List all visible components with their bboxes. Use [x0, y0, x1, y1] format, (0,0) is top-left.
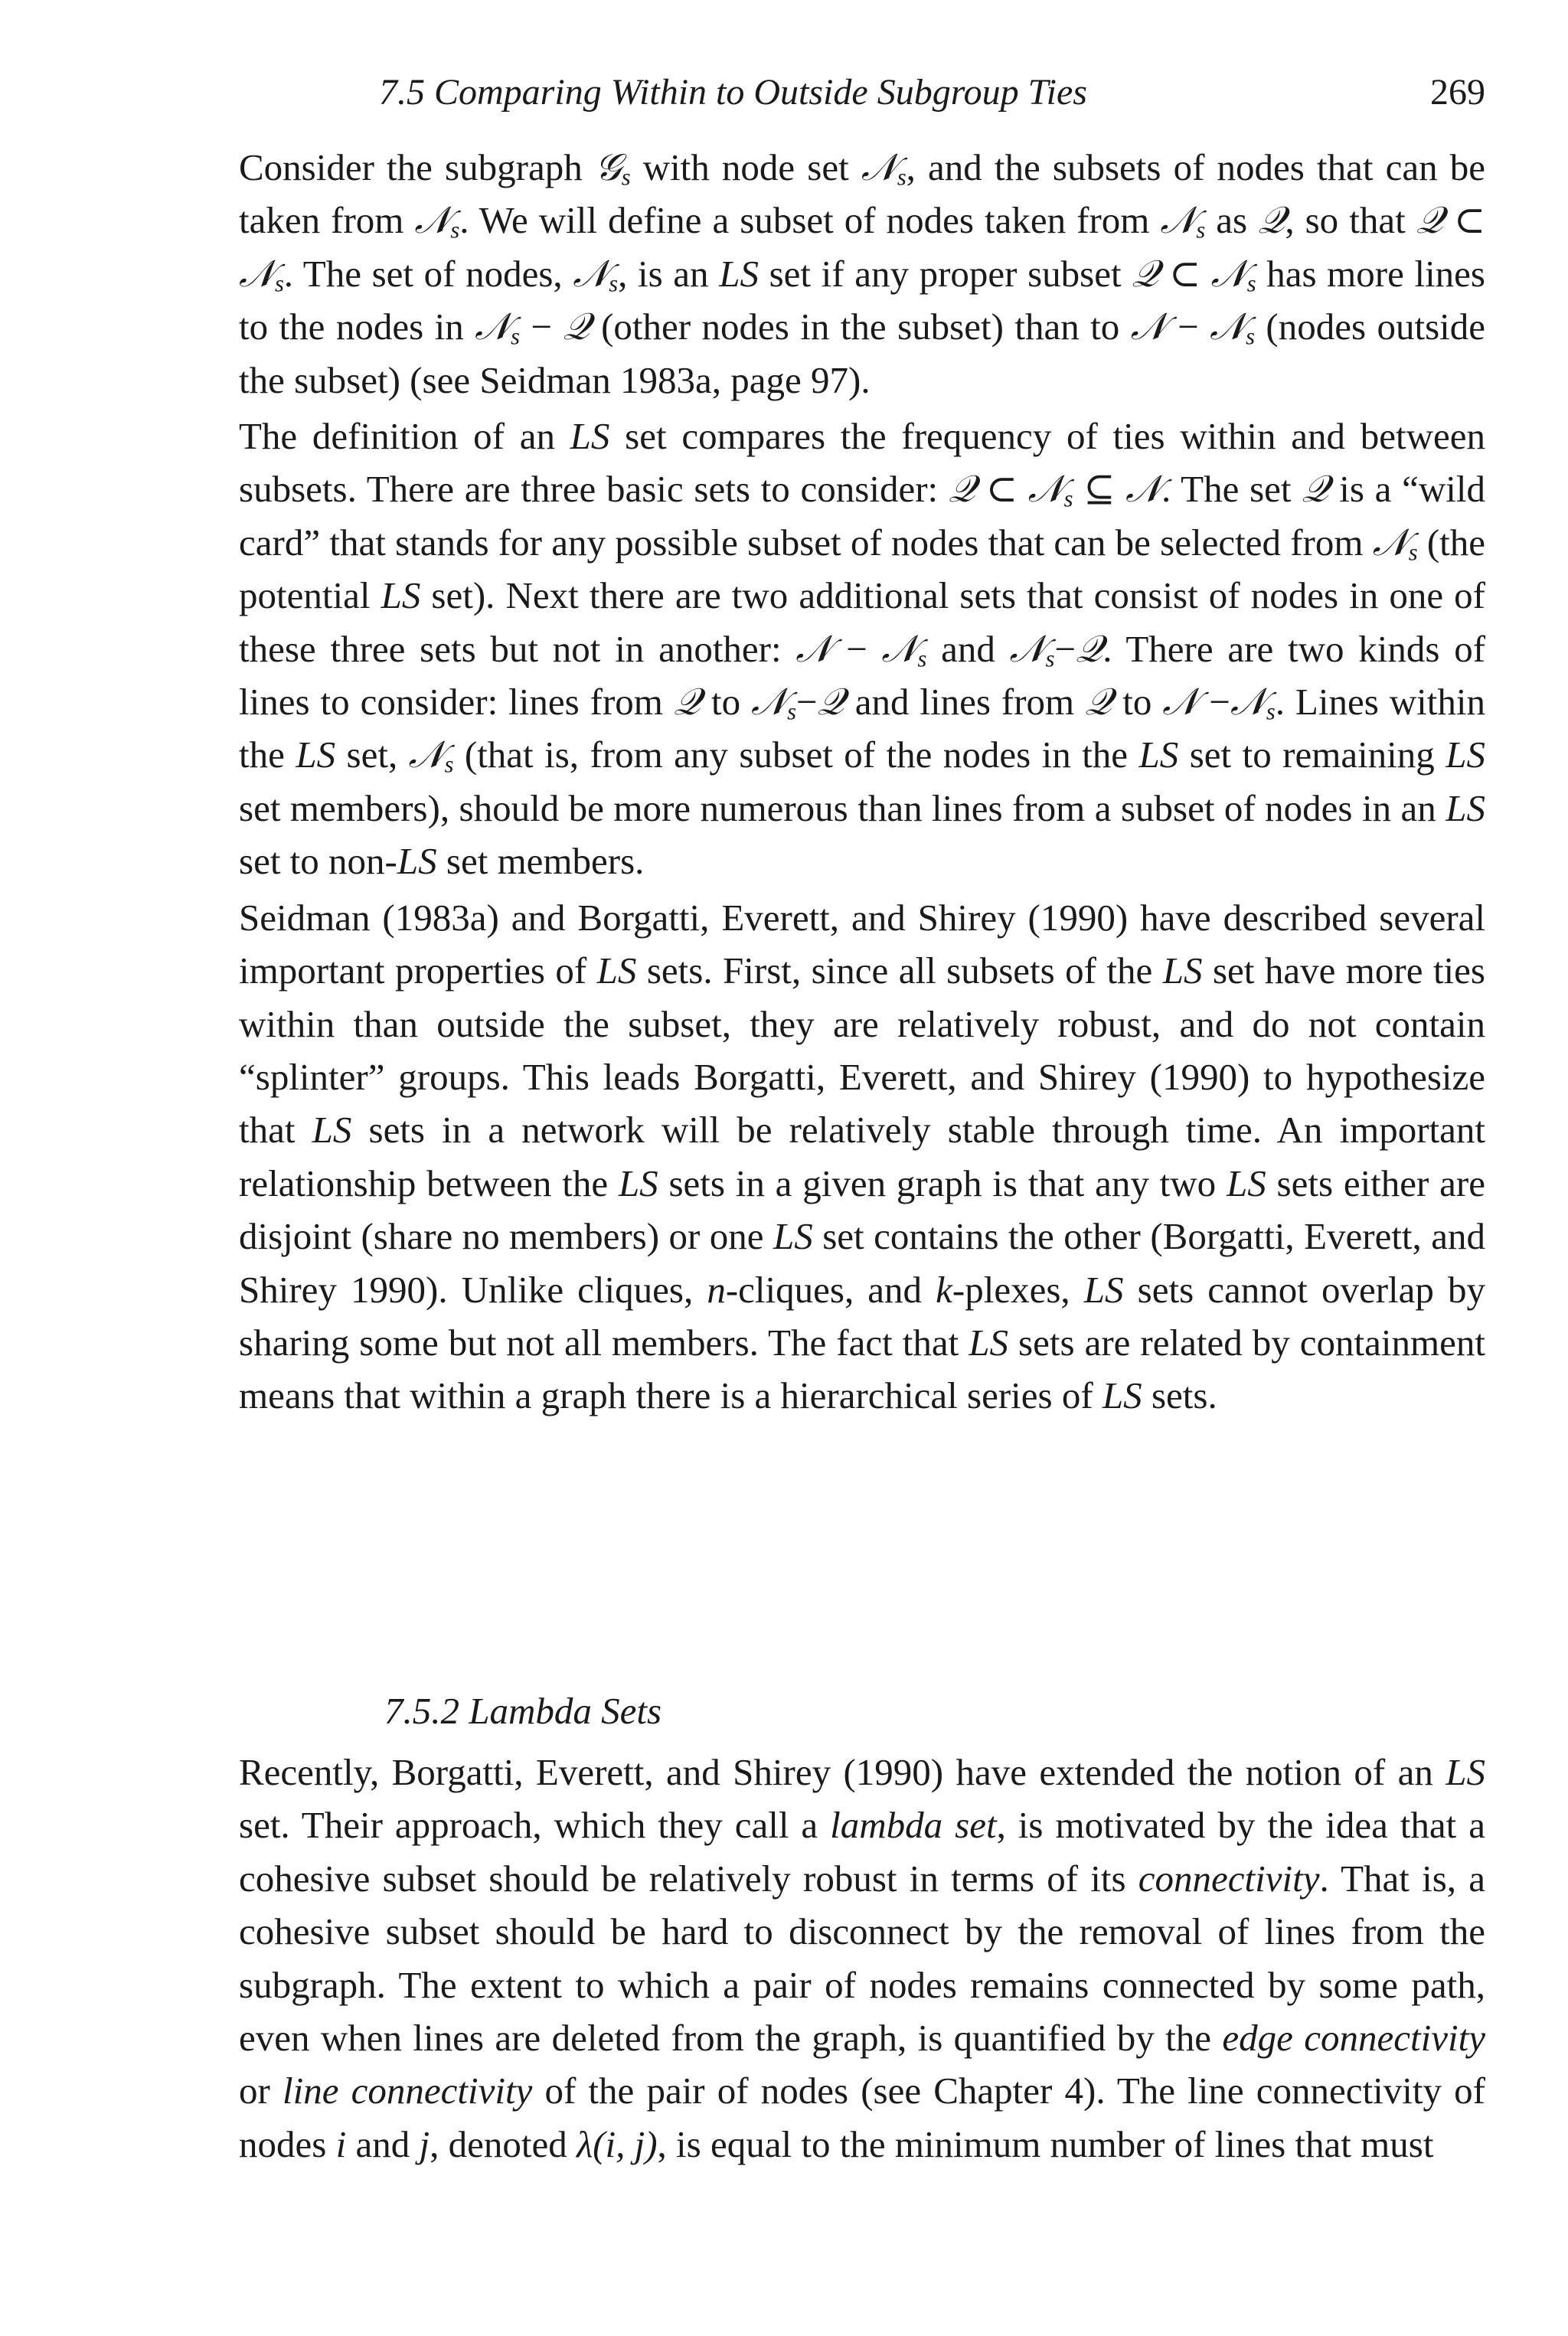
section-heading	[239, 1684, 1485, 1737]
body-text-section	[239, 1746, 1485, 2171]
paragraph-4: Recently, Borgatti, Everett, and Shirey (1990) have extended the notion of an LS set. Their approach, which they call a lambda set, is motivated by the idea that a cohesive subset should be relatively robust in terms of its connectivity. That is, a cohesive subset should be hard to disconnect by the removal of lines from the subgraph. The extent to which a pair of nodes remains connected by some path, even when lines are deleted from the graph, is quantified by the edge connectivity or line connectivity of the pair of nodes (see Chapter 4). The line connectivity of nodes i and j, denoted λ(i, j), is equal to the minimum number of lines that must	[239, 1751, 1486, 2165]
paragraph-1: Consider the subgraph 𝒢$_s$ with node set 𝒩$_s$, and the subsets of nodes that can be taken from 𝒩$_s$. We will define a subset of nodes taken from 𝒩$_s$ as 𝒬, so that 𝒬 ⊂ 𝒩$_s$. The set of nodes, 𝒩$_s$, is an LS set if any proper subset 𝒬 ⊂ 𝒩$_s$ has more lines to the nodes in 𝒩$_s$ − 𝒬 (other nodes in the subset) than to 𝒩 − 𝒩$_s$ (nodes outside the subset) (see Seidman 1983a, page 97).	[239, 145, 1486, 401]
paragraph-2: The definition of an LS set compares the frequency of ties within and between subsets. There are three basic sets to consider: 𝒬 ⊂ 𝒩$_s$ ⊆ 𝒩. The set 𝒬 is a “wild card” that stands for any possible subset of nodes that can be selected from 𝒩$_s$ (the potential LS set). Next there are two additional sets that consist of nodes in one of these three sets but not in another: 𝒩 − 𝒩$_s$ and 𝒩$_s$−𝒬. There are two kinds of lines to consider: lines from 𝒬 to 𝒩$_s$−𝒬 and lines from 𝒬 to 𝒩 −𝒩$_s$. Lines within the LS set, 𝒩$_s$ (that is, from any subset of the nodes in the LS set to remaining LS set members), should be more numerous than lines from a subset of nodes in an LS set to non-LS set members.	[239, 415, 1486, 883]
running-head	[239, 66, 1485, 119]
page-number: 269	[1430, 72, 1485, 113]
paragraph-3: Seidman (1983a) and Borgatti, Everett, and Shirey (1990) have described several important properties of LS sets. First, since all subsets of the LS set have more ties within than outside the subset, they are relatively robust, and do not contain “splinter” groups. This leads Borgatti, Everett, and Shirey (1990) to hypothesize that LS sets in a network will be relatively stable through time. An important relationship between the LS sets in a given graph is that any two LS sets either are disjoint (share no members) or one LS set contains the other (Borgatti, Everett, and Shirey 1990). Unlike cliques, n-cliques, and k-plexes, LS sets cannot overlap by sharing some but not all members. The fact that LS sets are related by containment means that within a graph there is a hierarchical series of LS sets.	[239, 896, 1486, 1417]
body-text	[239, 141, 1485, 1426]
running-head-title: 7.5 Comparing Within to Outside Subgroup Ties	[379, 72, 1087, 113]
section-title: Lambda Sets	[469, 1690, 662, 1732]
section-number: 7.5.2	[384, 1690, 459, 1732]
